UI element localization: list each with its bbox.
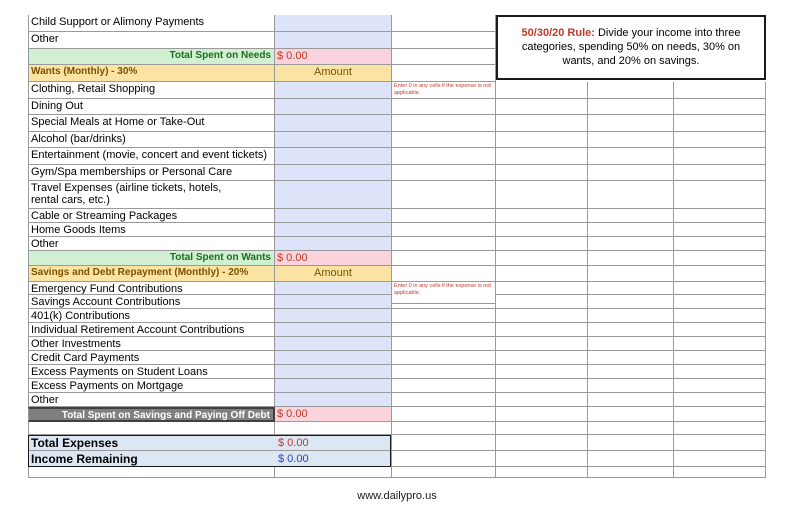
blank-cell[interactable]	[588, 451, 674, 467]
savings-total-value: $ 0.00	[275, 407, 392, 422]
blank-cell[interactable]	[674, 351, 766, 365]
savings-row-label: Savings Account Contributions	[28, 295, 275, 309]
blank-cell[interactable]	[496, 282, 588, 295]
blank-cell[interactable]	[674, 407, 766, 422]
wants-total-row	[28, 251, 766, 266]
blank-cell[interactable]	[496, 99, 588, 115]
blank-cell[interactable]	[275, 467, 392, 478]
blank-cell[interactable]	[392, 435, 496, 451]
blank-cell[interactable]	[496, 435, 588, 451]
amount-cell[interactable]	[275, 337, 392, 351]
blank-cell[interactable]	[674, 115, 766, 132]
table-row	[28, 148, 766, 165]
blank-cell[interactable]	[588, 165, 674, 181]
blank-cell[interactable]	[588, 282, 674, 295]
blank-cell[interactable]	[392, 266, 496, 282]
amount-cell[interactable]	[275, 393, 392, 407]
blank-cell[interactable]	[392, 32, 496, 49]
blank-cell[interactable]	[496, 337, 588, 351]
rule-text: Divide your income into three categories, spending 50% on needs, 30% on wants, and 20% on savings.	[521, 27, 741, 67]
table-row	[28, 351, 766, 365]
table-row	[28, 309, 766, 323]
amount-cell[interactable]	[275, 309, 392, 323]
amount-cell[interactable]	[275, 209, 392, 223]
blank-cell[interactable]	[496, 82, 588, 99]
income-remaining-label: Income Remaining	[31, 452, 138, 466]
blank-cell[interactable]	[674, 365, 766, 379]
blank-cell[interactable]	[392, 237, 496, 251]
blank-cell[interactable]	[496, 365, 588, 379]
blank-cell[interactable]	[588, 115, 674, 132]
blank-cell[interactable]	[674, 323, 766, 337]
blank-cell[interactable]	[496, 451, 588, 467]
amount-cell[interactable]	[275, 148, 392, 165]
blank-cell[interactable]	[588, 251, 674, 266]
blank-cell[interactable]	[392, 351, 496, 365]
note-cell: Enter 0 in any cells if the expense is not applicable.	[392, 282, 496, 304]
income-remaining-value: $ 0.00	[278, 453, 309, 465]
spacer-row	[28, 467, 766, 478]
blank-cell[interactable]	[588, 266, 674, 282]
blank-cell[interactable]	[496, 251, 588, 266]
amount-cell[interactable]	[275, 379, 392, 393]
blank-cell[interactable]	[588, 148, 674, 165]
blank-cell[interactable]	[674, 82, 766, 99]
savings-header-row	[28, 266, 766, 282]
blank-cell[interactable]	[392, 223, 496, 237]
blank-cell[interactable]	[496, 309, 588, 323]
blank-cell[interactable]	[674, 148, 766, 165]
blank-cell[interactable]	[588, 379, 674, 393]
blank-cell[interactable]	[392, 309, 496, 323]
budget-spreadsheet	[28, 15, 766, 478]
blank-cell[interactable]	[496, 351, 588, 365]
blank-cell[interactable]	[588, 407, 674, 422]
blank-cell[interactable]	[588, 181, 674, 209]
table-row	[28, 82, 766, 99]
blank-cell[interactable]	[674, 237, 766, 251]
blank-cell[interactable]	[392, 467, 496, 478]
amount-cell[interactable]	[275, 323, 392, 337]
blank-cell[interactable]	[392, 422, 496, 435]
blank-cell[interactable]	[496, 209, 588, 223]
wants-row-label: Cable or Streaming Packages	[28, 209, 275, 223]
blank-cell[interactable]	[674, 223, 766, 237]
wants-row-label: Dining Out	[28, 99, 275, 115]
blank-cell[interactable]	[392, 15, 496, 32]
table-row	[28, 237, 766, 251]
blank-cell[interactable]	[674, 251, 766, 266]
table-row	[28, 115, 766, 132]
blank-cell[interactable]	[392, 115, 496, 132]
amount-cell[interactable]	[275, 32, 392, 49]
blank-cell[interactable]	[28, 422, 275, 435]
blank-cell[interactable]	[496, 115, 588, 132]
blank-cell[interactable]	[392, 251, 496, 266]
amount-cell[interactable]	[275, 365, 392, 379]
table-row	[28, 295, 766, 309]
blank-cell[interactable]	[496, 295, 588, 309]
wants-amount-header: Amount	[275, 65, 392, 82]
blank-cell[interactable]	[588, 309, 674, 323]
blank-cell[interactable]	[674, 379, 766, 393]
needs-total-value: $ 0.00	[275, 49, 392, 65]
blank-cell[interactable]	[588, 82, 674, 99]
blank-cell[interactable]	[588, 99, 674, 115]
blank-cell[interactable]	[496, 379, 588, 393]
blank-cell[interactable]	[392, 451, 496, 467]
spacer-row	[28, 422, 766, 435]
savings-total-row	[28, 407, 766, 422]
total-expenses-value: $ 0.00	[278, 437, 309, 449]
amount-cell[interactable]	[275, 132, 392, 148]
savings-row-label: Other	[28, 393, 275, 407]
amount-cell[interactable]	[275, 295, 392, 309]
savings-row-label: Credit Card Payments	[28, 351, 275, 365]
blank-cell[interactable]	[674, 165, 766, 181]
amount-cell[interactable]	[275, 223, 392, 237]
table-row	[28, 393, 766, 407]
rule-title: 50/30/20 Rule:	[521, 27, 595, 39]
amount-cell[interactable]	[275, 82, 392, 99]
blank-cell[interactable]	[588, 467, 674, 478]
blank-cell[interactable]	[392, 337, 496, 351]
blank-cell[interactable]	[496, 422, 588, 435]
blank-cell[interactable]	[674, 181, 766, 209]
blank-cell[interactable]	[496, 148, 588, 165]
savings-row-label: 401(k) Contributions	[28, 309, 275, 323]
table-row	[28, 209, 766, 223]
amount-cell[interactable]	[275, 115, 392, 132]
blank-cell[interactable]	[674, 295, 766, 309]
blank-cell[interactable]	[392, 99, 496, 115]
blank-cell[interactable]	[588, 237, 674, 251]
blank-cell[interactable]	[496, 323, 588, 337]
amount-cell[interactable]	[275, 165, 392, 181]
wants-row-label: Entertainment (movie, concert and event tickets)	[28, 148, 275, 165]
blank-cell[interactable]	[392, 65, 496, 82]
blank-cell[interactable]	[392, 209, 496, 223]
amount-cell[interactable]	[275, 99, 392, 115]
blank-cell[interactable]	[674, 99, 766, 115]
needs-row-label: Other	[28, 32, 275, 49]
wants-row-label: Travel Expenses (airline tickets, hotels, rental cars, etc.)	[28, 181, 275, 209]
amount-cell[interactable]	[275, 237, 392, 251]
blank-cell[interactable]	[674, 467, 766, 478]
blank-cell[interactable]	[588, 323, 674, 337]
blank-cell[interactable]	[588, 295, 674, 309]
blank-cell[interactable]	[392, 132, 496, 148]
blank-cell[interactable]	[674, 337, 766, 351]
table-row	[28, 379, 766, 393]
blank-cell[interactable]	[392, 165, 496, 181]
blank-cell[interactable]	[496, 393, 588, 407]
blank-cell[interactable]	[674, 422, 766, 435]
blank-cell[interactable]	[674, 451, 766, 467]
wants-row-label: Clothing, Retail Shopping	[28, 82, 275, 99]
blank-cell[interactable]	[588, 393, 674, 407]
table-row	[28, 165, 766, 181]
savings-amount-header: Amount	[275, 266, 392, 282]
wants-row-label: Gym/Spa memberships or Personal Care	[28, 165, 275, 181]
note-cell: Enter 0 in any cells if the expense is not applicable.	[392, 82, 496, 99]
blank-cell[interactable]	[588, 435, 674, 451]
blank-cell[interactable]	[674, 435, 766, 451]
blank-cell[interactable]	[392, 407, 496, 422]
blank-cell[interactable]	[392, 323, 496, 337]
wants-row-label: Other	[28, 237, 275, 251]
table-row	[28, 99, 766, 115]
blank-cell[interactable]	[275, 422, 392, 435]
table-row	[28, 323, 766, 337]
wants-total-label: Total Spent on Wants	[28, 251, 275, 266]
blank-cell[interactable]	[496, 407, 588, 422]
blank-cell[interactable]	[392, 295, 496, 309]
blank-cell[interactable]	[674, 282, 766, 295]
table-row	[28, 132, 766, 148]
wants-total-value: $ 0.00	[275, 251, 392, 266]
blank-cell[interactable]	[392, 365, 496, 379]
savings-row-label: Emergency Fund Contributions	[28, 282, 275, 295]
total-expenses-label: Total Expenses	[31, 436, 119, 450]
blank-cell[interactable]	[588, 365, 674, 379]
needs-row-label: Child Support or Alimony Payments	[28, 15, 275, 32]
blank-cell[interactable]	[392, 379, 496, 393]
blank-cell[interactable]	[392, 181, 496, 209]
blank-cell[interactable]	[28, 467, 275, 478]
savings-row-label: Excess Payments on Student Loans	[28, 365, 275, 379]
wants-header-label: Wants (Monthly) - 30%	[28, 65, 275, 82]
savings-total-label: Total Spent on Savings and Paying Off Debt	[28, 407, 275, 422]
blank-cell[interactable]	[392, 148, 496, 165]
wants-row-label: Alcohol (bar/drinks)	[28, 132, 275, 148]
table-row	[28, 365, 766, 379]
table-row	[28, 223, 766, 237]
amount-cell[interactable]	[275, 351, 392, 365]
savings-row-label: Individual Retirement Account Contributions	[28, 323, 275, 337]
blank-cell[interactable]	[392, 49, 496, 65]
table-row	[28, 282, 766, 295]
blank-cell[interactable]	[588, 132, 674, 148]
totals-outline	[28, 435, 391, 467]
blank-cell[interactable]	[588, 209, 674, 223]
blank-cell[interactable]	[496, 223, 588, 237]
table-row	[28, 181, 766, 209]
blank-cell[interactable]	[674, 393, 766, 407]
blank-cell[interactable]	[674, 209, 766, 223]
savings-header-label: Savings and Debt Repayment (Monthly) - 20%	[28, 266, 275, 282]
savings-row-label: Other Investments	[28, 337, 275, 351]
needs-total-label: Total Spent on Needs	[28, 49, 275, 65]
amount-cell[interactable]	[275, 181, 392, 209]
blank-cell[interactable]	[496, 237, 588, 251]
blank-cell[interactable]	[588, 223, 674, 237]
blank-cell[interactable]	[496, 181, 588, 209]
blank-cell[interactable]	[496, 467, 588, 478]
blank-cell[interactable]	[588, 337, 674, 351]
blank-cell[interactable]	[496, 132, 588, 148]
blank-cell[interactable]	[496, 266, 588, 282]
blank-cell[interactable]	[674, 309, 766, 323]
amount-cell[interactable]	[275, 15, 392, 32]
blank-cell[interactable]	[674, 132, 766, 148]
blank-cell[interactable]	[496, 165, 588, 181]
blank-cell[interactable]	[392, 393, 496, 407]
wants-row-label: Special Meals at Home or Take-Out	[28, 115, 275, 132]
table-row	[28, 337, 766, 351]
blank-cell[interactable]	[674, 266, 766, 282]
amount-cell[interactable]	[275, 282, 392, 295]
wants-row-label: Home Goods Items	[28, 223, 275, 237]
footer-website[interactable]: www.dailypro.us	[357, 490, 437, 502]
rule-callout	[496, 15, 766, 80]
savings-row-label: Excess Payments on Mortgage	[28, 379, 275, 393]
blank-cell[interactable]	[588, 422, 674, 435]
blank-cell[interactable]	[588, 351, 674, 365]
